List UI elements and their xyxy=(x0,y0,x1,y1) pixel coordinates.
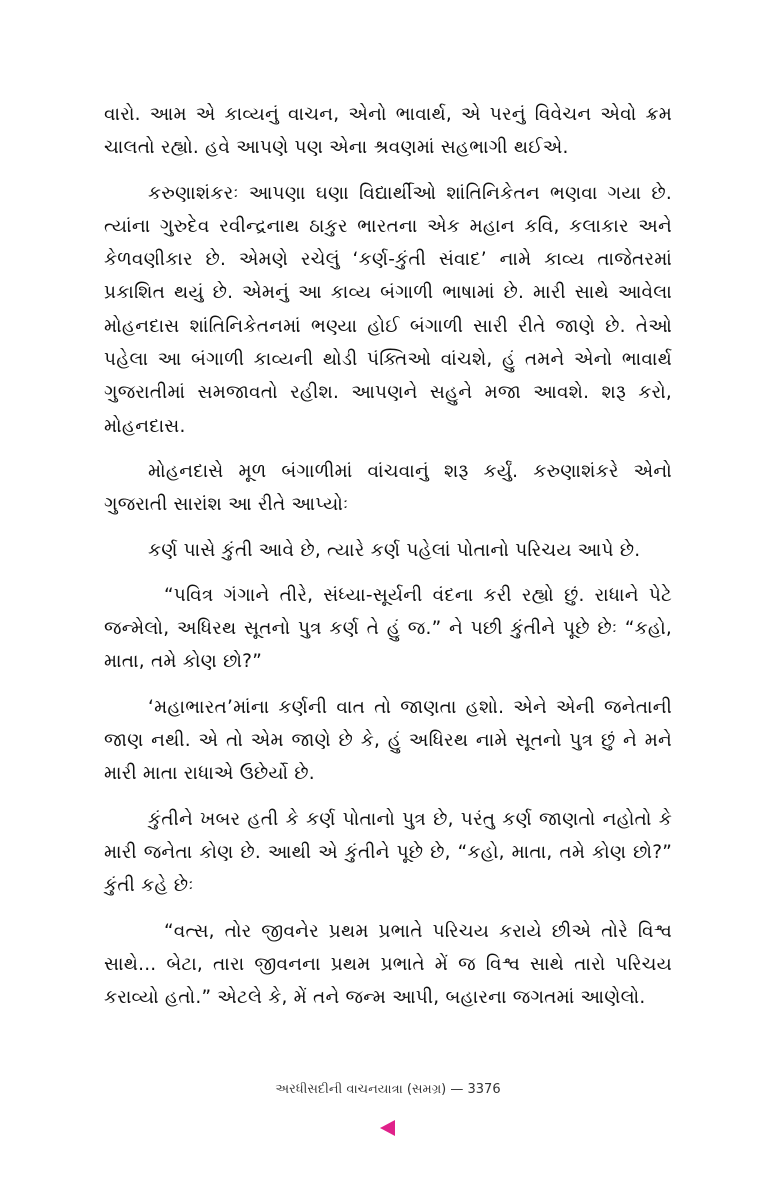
paragraph: કર્ણ પાસે કુંતી આવે છે, ત્યારે કર્ણ પહેલાં પોતાનો પરિચય આપે છે. xyxy=(148,539,641,561)
paragraph: મોહનદાસે મૂળ બંગાળીમાં વાંચવાનું શરૂ કર્યું. કરુણાશંકરે એનો ગુજરાતી સારાંશ આ રીતે આપ્યોઃ xyxy=(104,460,672,516)
body-text xyxy=(104,98,672,1026)
previous-page-icon[interactable] xyxy=(380,1120,395,1136)
page-footer: અરધીસદીની વાચનયાત્રા (સમગ્ર) — 3376 xyxy=(275,1082,501,1097)
paragraph: “પવિત્ર ગંગાને તીરે, સંધ્યા-સૂર્યની વંદના કરી રહ્યો છું. રાધાને પેટે જન્મેલો, અધિરથ સૂતનો પુત્ર કર્ણ તે હું જ.” ને પછી કુંતીને પૂછે છેઃ “કહો, માતા, તમે કોણ છો?” xyxy=(104,584,672,673)
paragraph: વારો. આમ એ કાવ્યનું વાચન, એનો ભાવાર્થ, એ પરનું વિવેચન એવો ક્રમ ચાલતો રહ્યો. હવે આપણે પણ એના શ્રવણમાં સહભાગી થઈએ. xyxy=(104,104,672,159)
paragraph: ‘મહાભારત’માંના કર્ણની વાત તો જાણતા હશો. એને એની જનેતાની જાણ નથી. એ તો એમ જાણે છે કે, હું અધિરથ નામે સૂતનો પુત્ર છું ને મને મારી માતા રાધાએ ઉછેર્યો છે. xyxy=(104,696,672,785)
paragraph: “વત્સ, તોર જીવનેર પ્રથમ પ્રભાતે પરિચય કરાયે છીએ તોરે વિશ્વ સાથે... બેટા, તારા જીવનના પ્રથમ પ્રભાતે મેં જ વિશ્વ સાથે તારો પરિચય કરાવ્યો હતો.” એટલે કે, મેં તને જન્મ આપી, બહારના જગતમાં આણેલો. xyxy=(104,920,672,1009)
paragraph: કુંતીને ખબર હતી કે કર્ણ પોતાનો પુત્ર છે, પરંતુ કર્ણ જાણતો નહોતો કે મારી જનેતા કોણ છે. આથી એ કુંતીને પૂછે છે, “કહો, માતા, તમે કોણ છો?” કુંતી કહે છેઃ xyxy=(104,808,672,897)
paragraph: કરુણાશંકરઃ આપણા ઘણા વિદ્યાર્થીઓ શાંતિનિકેતન ભણવા ગયા છે. ત્યાંના ગુરુદેવ રવીન્દ્રનાથ ઠાકુર ભારતના એક મહાન કવિ, કલાકાર અને કેળવણીકાર છે. એમણે રચેલું ‘કર્ણ-કુંતી સંવાદ’ નામે કાવ્ય તાજેતરમાં પ્રકાશિત થયું છે. એમનું આ કાવ્ય બંગાળી ભાષામાં છે. મારી સાથે આવેલા મોહનદાસ શાંતિનિકેતનમાં ભણ્યા હોઈ બંગાળી સારી રીતે જાણે છે. તેઓ પહેલા આ બંગાળી કાવ્યની થોડી પંક્તિઓ વાંચશે, હું તમને એનો ભાવાર્થ ગુજરાતીમાં સમજાવતો રહીશ. આપણને સહુને મજા આવશે. શરૂ કરો, મોહનદાસ. xyxy=(104,182,672,437)
